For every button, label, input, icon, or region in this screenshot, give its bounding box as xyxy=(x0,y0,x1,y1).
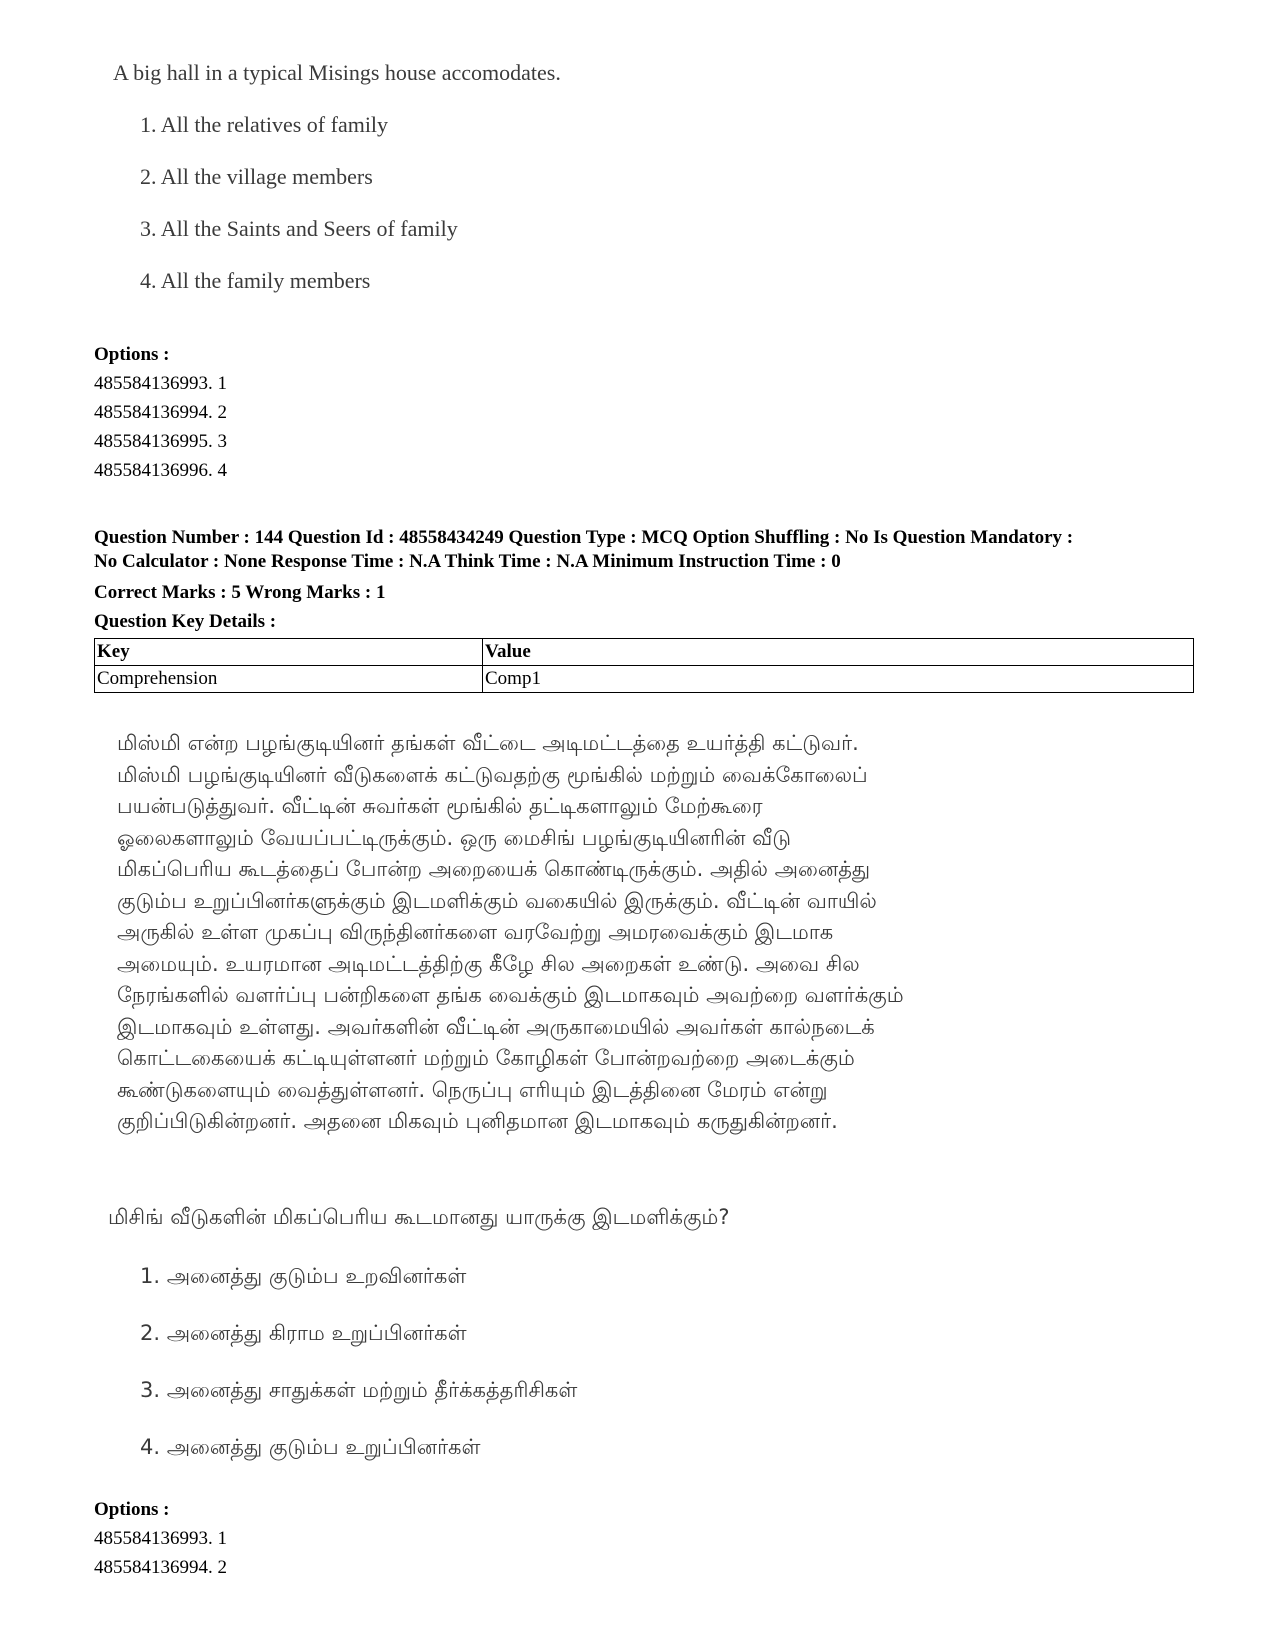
passage-line: பயன்படுத்துவர். வீட்டின் சுவர்கள் மூங்கில் தட்டிகளாலும் மேற்கூரை xyxy=(117,794,763,818)
option-id-2: 485584136994. 2 xyxy=(94,1557,227,1578)
option-id-2: 485584136994. 2 xyxy=(94,402,227,423)
key-details-title: Question Key Details : xyxy=(94,611,277,632)
question-image-english xyxy=(105,60,561,320)
option-id-1: 485584136993. 1 xyxy=(94,1528,227,1549)
question-text: மிசிங் வீடுகளின் மிகப்பெரிய கூடமானது யாருக்கு இடமளிக்கும்? xyxy=(108,1205,730,1229)
table-cell-value: Comp1 xyxy=(483,666,1194,693)
option-2: 2. அனைத்து கிராம உறுப்பினர்கள் xyxy=(140,1321,467,1345)
options-id-list xyxy=(94,340,227,485)
option-id-3: 485584136995. 3 xyxy=(94,431,227,452)
option-3: 3. All the Saints and Seers of family xyxy=(140,216,458,241)
passage-line: மிஸ்மி பழங்குடியினர் வீடுகளைக் கட்டுவதற்கு மூங்கில் மற்றும் வைக்கோலைப் xyxy=(117,762,868,787)
passage-line: குடும்ப உறுப்பினர்களுக்கும் இடமளிக்கும் வகையில் இருக்கும். வீட்டின் வாயில் xyxy=(117,888,877,913)
option-1: 1. அனைத்து குடும்ப உறவினர்கள் xyxy=(140,1264,467,1288)
option-id-1: 485584136993. 1 xyxy=(94,373,227,394)
passage-line: இடமாகவும் உள்ளது. அவர்களின் வீட்டின் அருகாமையில் அவர்கள் கால்நடைக் xyxy=(117,1014,875,1039)
question-metadata xyxy=(94,526,1194,636)
passage-line: அமையும். உயரமான அடிமட்டத்திற்கு கீழே சில அறைகள் உண்டு. அவை சில xyxy=(117,951,860,976)
table-row xyxy=(95,666,1194,693)
question-meta-line-1: Question Number : 144 Question Id : 48558434249 Question Type : MCQ Option Shuffling : No Is Question Mandatory : xyxy=(94,527,1074,548)
table-header-value: Value xyxy=(483,639,1194,666)
passage-line: கொட்டகையைக் கட்டியுள்ளனர் மற்றும் கோழிகள் போன்றவற்றை அடைக்கும் xyxy=(117,1046,855,1070)
marks-line: Correct Marks : 5 Wrong Marks : 1 xyxy=(94,582,386,603)
options-title: Options : xyxy=(94,344,170,365)
table-cell-key: Comprehension xyxy=(95,666,483,693)
question-key-table xyxy=(94,638,1194,693)
passage-line: நேரங்களில் வளர்ப்பு பன்றிகளை தங்க வைக்கும் இடமாகவும் அவற்றை வளர்க்கும் xyxy=(117,983,904,1007)
passage-line: மிகப்பெரிய கூடத்தைப் போன்ற அறையைக் கொண்டிருக்கும். அதில் அனைத்து xyxy=(117,857,871,881)
question-text: A big hall in a typical Misings house accomodates. xyxy=(113,60,561,85)
question-image-tamil xyxy=(108,1205,729,1492)
passage-line: கூண்டுகளையும் வைத்துள்ளனர். நெருப்பு எரியும் இடத்தினை மேரம் என்று xyxy=(117,1077,828,1102)
options-title: Options : xyxy=(94,1499,170,1520)
comprehension-passage-tamil xyxy=(117,728,1197,1138)
table-header-key: Key xyxy=(95,639,483,666)
passage-line: மிஸ்மி என்ற பழங்குடியினர் தங்கள் வீட்டை அடிமட்டத்தை உயர்த்தி கட்டுவர். xyxy=(117,731,859,755)
option-2: 2. All the village members xyxy=(140,164,373,189)
option-1: 1. All the relatives of family xyxy=(140,112,389,137)
passage-line: குறிப்பிடுகின்றனர். அதனை மிகவும் புனிதமான இடமாகவும் கருதுகின்றனர். xyxy=(117,1109,838,1133)
passage-line: ஓலைகளாலும் வேயப்பட்டிருக்கும். ஒரு மைசிங் பழங்குடியினரின் வீடு xyxy=(117,825,791,850)
table-header-row xyxy=(95,639,1194,666)
passage-line: அருகில் உள்ள முகப்பு விருந்தினர்களை வரவேற்று அமரவைக்கும் இடமாக xyxy=(117,920,834,944)
option-id-4: 485584136996. 4 xyxy=(94,460,227,481)
option-4: 4. அனைத்து குடும்ப உறுப்பினர்கள் xyxy=(140,1435,481,1459)
question-meta-line-2: No Calculator : None Response Time : N.A Think Time : N.A Minimum Instruction Time : 0 xyxy=(94,551,841,572)
option-3: 3. அனைத்து சாதுக்கள் மற்றும் தீர்க்கத்தரிசிகள் xyxy=(140,1378,578,1402)
options-id-list xyxy=(94,1495,227,1582)
option-4: 4. All the family members xyxy=(140,268,371,293)
